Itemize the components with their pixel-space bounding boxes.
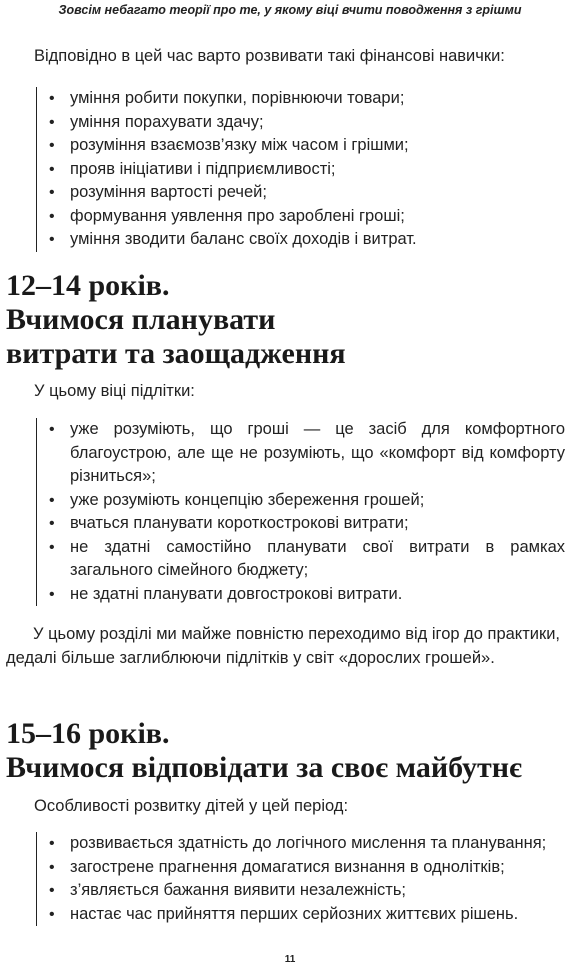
list-item: • вчаться планувати короткострокові витрати; bbox=[37, 512, 565, 536]
bullet-icon: • bbox=[49, 207, 55, 225]
section-heading-15-16: 15–16 років. Вчимося відповідати за своє майбутнє bbox=[6, 717, 522, 784]
list-item: • не здатні планувати довгострокові витрати. bbox=[37, 583, 565, 607]
skills-intro: Відповідно в цей час варто розвивати такі фінансові навички: bbox=[34, 47, 505, 65]
list-item: • загострене прагнення домагатися визнання в однолітків; bbox=[37, 856, 565, 880]
bullet-icon: • bbox=[49, 905, 55, 923]
list-item: • не здатні самостійно планувати свої витрати в рамках загального сімейного бюджету; bbox=[49, 537, 565, 579]
section-12-14-paragraph: У цьому розділі ми майже повністю переходимо від ігор до практики, дедалі більше заглиблюючи підлітків у світ «дорослих грошей». bbox=[6, 625, 561, 667]
bullet-icon: • bbox=[49, 515, 55, 532]
list-item: • уміння робити покупки, порівнюючи товари; bbox=[37, 87, 565, 111]
list-item: • уже розуміють концепцію збереження грошей; bbox=[37, 489, 565, 513]
bullet-icon: • bbox=[49, 835, 55, 852]
section-12-14-intro: У цьому віці підлітки: bbox=[34, 382, 195, 400]
list-item: • уміння порахувати здачу; bbox=[37, 111, 565, 135]
running-head: Зовсім небагато теорії про те, у якому віці вчити поводження з грішми bbox=[58, 3, 522, 17]
skills-list bbox=[36, 87, 565, 252]
bullet-icon: • bbox=[49, 90, 55, 107]
bullet-icon: • bbox=[49, 585, 55, 603]
list-item: • розуміння вартості речей; bbox=[37, 181, 565, 205]
list-item: • уже розуміють, що гроші — це засіб для комфортного благоустрою, але ще не розуміють, що «комфорт від комфорту різниться»; bbox=[49, 420, 565, 485]
bullet-icon: • bbox=[49, 491, 55, 509]
bullet-icon: • bbox=[49, 137, 55, 154]
section-15-16-intro: Особливості розвитку дітей у цей період: bbox=[34, 797, 349, 815]
bullet-icon: • bbox=[49, 231, 55, 248]
bullet-icon: • bbox=[49, 538, 55, 556]
bullet-icon: • bbox=[49, 184, 55, 201]
bullet-icon: • bbox=[49, 421, 55, 438]
list-item: • розвивається здатність до логічного мислення та планування; bbox=[37, 832, 565, 856]
section-12-14-list bbox=[36, 418, 565, 606]
list-item: • настає час прийняття перших серйозних життєвих рішень. bbox=[37, 903, 565, 927]
list-item: • з’являється бажання виявити незалежність; bbox=[37, 879, 565, 903]
bullet-icon: • bbox=[49, 882, 55, 899]
page-number: 11 bbox=[284, 954, 296, 965]
list-item: • уміння зводити баланс своїх доходів і витрат. bbox=[37, 228, 565, 252]
list-item: • розуміння взаємозв’язку між часом і грішми; bbox=[37, 134, 565, 158]
list-item: • формування уявлення про зароблені гроші; bbox=[37, 205, 565, 229]
bullet-icon: • bbox=[49, 858, 55, 876]
section-15-16-list bbox=[36, 832, 565, 926]
bullet-icon: • bbox=[49, 113, 55, 131]
bullet-icon: • bbox=[49, 160, 55, 178]
section-heading-12-14: 12–14 років. Вчимося планувати витрати та заощадження bbox=[6, 269, 346, 370]
list-item: • прояв ініціативи і підприємливості; bbox=[37, 158, 565, 182]
